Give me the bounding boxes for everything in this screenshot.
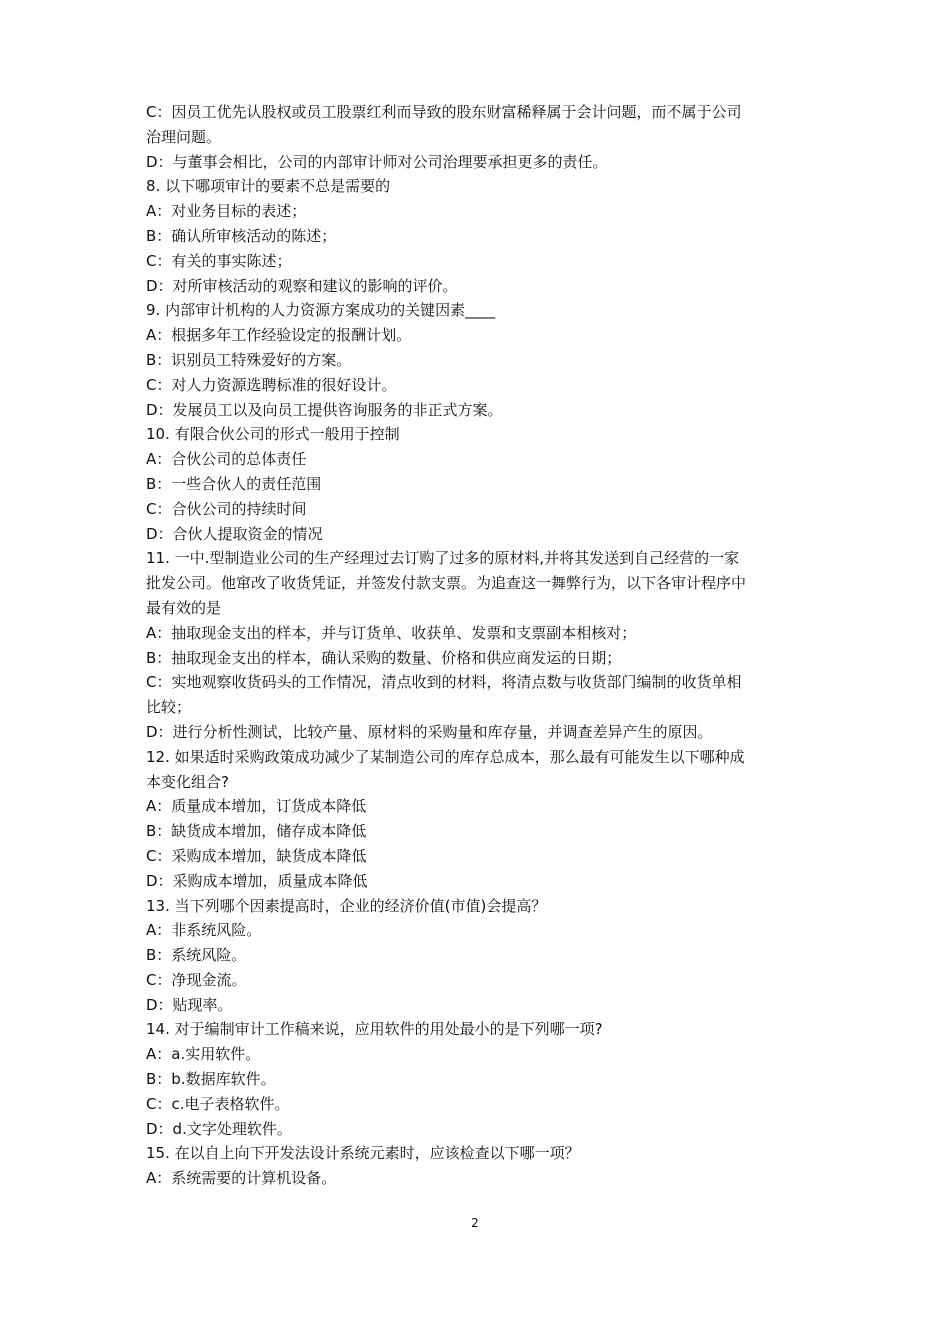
answer-option: D：发展员工以及向员工提供咨询服务的非正式方案。 xyxy=(146,400,503,419)
question-text: 15. 在以自上向下开发法设计系统元素时，应该检查以下哪一项？ xyxy=(146,1144,580,1163)
answer-option: A：对业务目标的表述； xyxy=(146,202,307,221)
text-line: 批发公司。他窜改了收货凭证，并签发付款支票。为追查这一舞弊行为，以下各审计程序中 xyxy=(146,574,747,593)
answer-option: D：合伙人提取资金的情况 xyxy=(146,524,323,543)
answer-option: A：合伙公司的总体责任 xyxy=(146,450,307,469)
text-line: 最有效的是 xyxy=(146,598,222,617)
answer-option: A：系统需要的计算机设备。 xyxy=(146,1169,337,1188)
answer-option: C：c.电子表格软件。 xyxy=(146,1094,290,1113)
answer-option: C：对人力资源选聘标准的很好设计。 xyxy=(146,375,397,394)
question-text: 12. 如果适时采购政策成功减少了某制造公司的库存总成本，那么最有可能发生以下哪种成 xyxy=(146,747,745,766)
text-line: 治理问题。 xyxy=(146,127,222,146)
answer-option: A：a.实用软件。 xyxy=(146,1045,261,1064)
answer-option: A：根据多年工作经验设定的报酬计划。 xyxy=(146,326,412,345)
text-line: 本变化组合? xyxy=(146,772,229,791)
answer-option: A：非系统风险。 xyxy=(146,921,262,940)
answer-option: D：进行分析性测试，比较产量、原材料的采购量和库存量，并调查差异产生的原因。 xyxy=(146,722,713,741)
answer-option: C：采购成本增加，缺货成本降低 xyxy=(146,846,367,865)
page-number: 2 xyxy=(471,1216,479,1230)
answer-option: B：b.数据库软件。 xyxy=(146,1070,276,1089)
answer-option: B：识别员工特殊爱好的方案。 xyxy=(146,350,352,369)
question-text: 9. 内部审计机构的人力资源方案成功的关键因素____ xyxy=(146,301,496,320)
answer-option: C：实地观察收货码头的工作情况，清点收到的材料，将清点数与收货部门编制的收货单相 xyxy=(146,673,742,692)
answer-option: C：有关的事实陈述； xyxy=(146,251,292,270)
answer-option: D：d.文字处理软件。 xyxy=(146,1119,292,1138)
question-text: 11. 一中.型制造业公司的生产经理过去订购了过多的原材料,并将其发送到自己经营的一家 xyxy=(146,549,740,568)
answer-option: C：因员工优先认股权或员工股票红利而导致的股东财富稀释属于会计问题，而不属于公司 xyxy=(146,103,742,121)
answer-option: B：确认所审核活动的陈述； xyxy=(146,226,337,245)
answer-option: B：缺货成本增加，储存成本降低 xyxy=(146,822,367,841)
question-text: 14. 对于编制审计工作稿来说，应用软件的用处最小的是下列哪一项? xyxy=(146,1020,603,1039)
answer-option: B：抽取现金支出的样本，确认采购的数量、价格和供应商发运的日期； xyxy=(146,648,622,667)
answer-option: C：合伙公司的持续时间 xyxy=(146,499,307,518)
answer-option: A：抽取现金支出的样本，并与订货单、收获单、发票和支票副本相核对； xyxy=(146,623,637,642)
question-text: 10. 有限合伙公司的形式一般用于控制 xyxy=(146,425,400,444)
answer-option: D：贴现率。 xyxy=(146,995,233,1014)
answer-option: A：质量成本增加，订货成本降低 xyxy=(146,797,367,816)
answer-option: C：净现金流。 xyxy=(146,970,247,989)
question-text: 8. 以下哪项审计的要素不总是需要的 xyxy=(146,177,391,196)
answer-option: D：与董事会相比，公司的内部审计师对公司治理要承担更多的责任。 xyxy=(146,152,608,171)
answer-option: D：采购成本增加，质量成本降低 xyxy=(146,871,368,890)
answer-option: D：对所审核活动的观察和建议的影响的评价。 xyxy=(146,276,458,295)
text-line: 比较； xyxy=(146,698,192,717)
answer-option: B：一些合伙人的责任范围 xyxy=(146,474,322,493)
question-text: 13. 当下列哪个因素提高时，企业的经济价值(市值)会提高？ xyxy=(146,896,547,915)
answer-option: B：系统风险。 xyxy=(146,946,247,965)
document-body xyxy=(146,100,814,1191)
